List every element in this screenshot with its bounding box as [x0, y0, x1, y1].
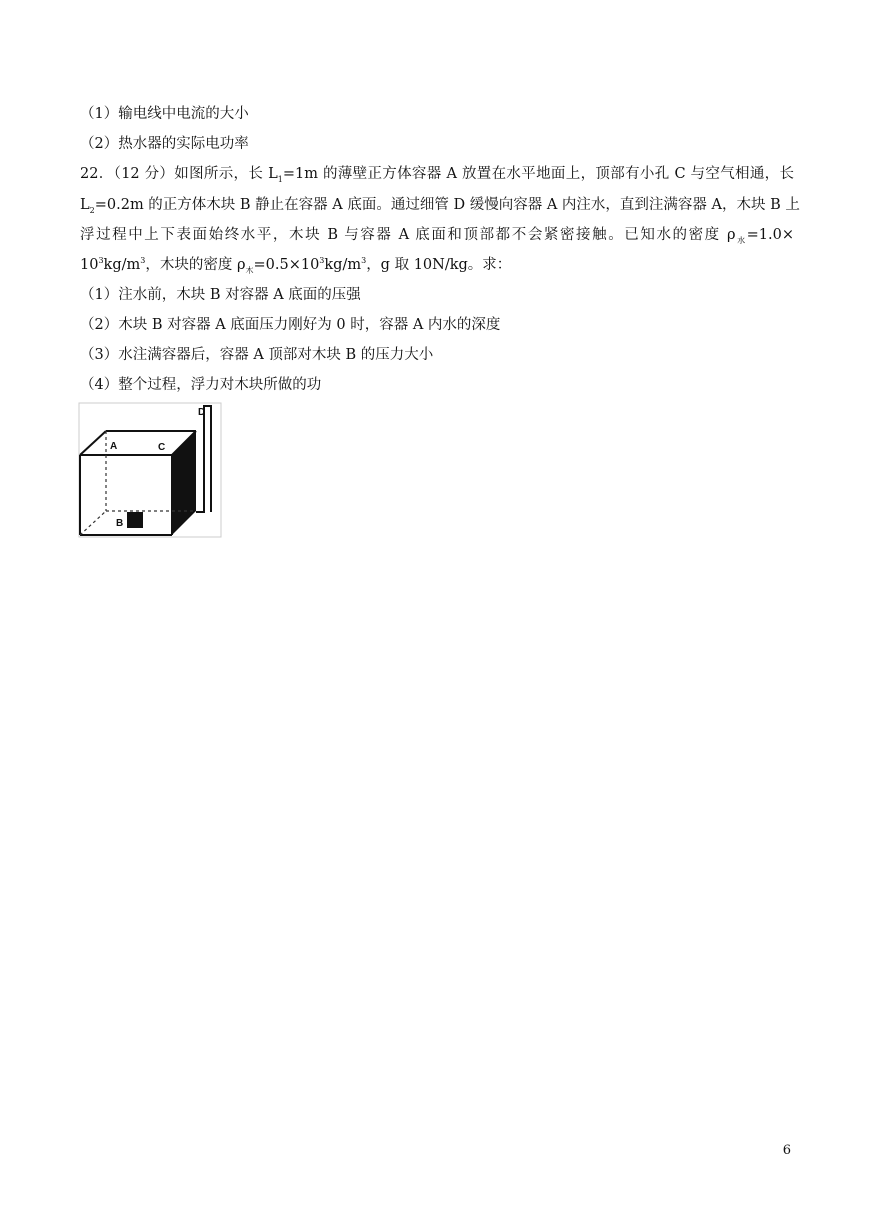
sub-question-3: （3）水注满容器后，容器 A 顶部对木块 B 的压力大小 — [80, 347, 434, 363]
right-side-face — [172, 431, 196, 535]
container-diagram-svg — [78, 402, 222, 538]
problem-line-3-text: 浮过程中上下表面始终水平，木块 B 与容器 A 底面和顶部都不会紧密接触。已知水的密度 ρ — [80, 227, 736, 243]
problem-line-4 — [80, 255, 511, 275]
problem-line-4-a: 10 — [80, 257, 99, 273]
sub-question-4: （4）整个过程，浮力对木块所做的功 — [80, 377, 322, 393]
problem-line-2 — [80, 195, 800, 215]
problem-line-3-end: =1.0× — [746, 227, 794, 243]
question-item-2: （2）热水器的实际电功率 — [80, 136, 249, 152]
problem-line-4-d: =0.5×10 — [253, 257, 320, 273]
problem-line-4-f: ，g 取 10N/kg。求： — [366, 257, 512, 273]
label-b: B — [116, 518, 124, 529]
page-number: 6 — [782, 1143, 791, 1158]
hidden-bottom-depth-edge — [80, 511, 106, 535]
sub-question-1: （1）注水前，木块 B 对容器 A 底面的压强 — [80, 287, 361, 303]
figure-border — [79, 403, 221, 537]
problem-line-1-text-b: =1m 的薄壁正方体容器 A 放置在水平地面上，顶部有小孔 C 与空气相通，长 — [282, 166, 795, 182]
wood-block-b — [127, 512, 143, 528]
problem-line-1 — [80, 164, 794, 184]
label-c: C — [158, 442, 166, 453]
superscript-3: 3 — [319, 256, 325, 266]
container-diagram — [78, 402, 222, 538]
problem-line-4-e: kg/m — [324, 257, 362, 273]
problem-line-2-text-a: L — [80, 197, 90, 213]
problem-line-1-text-a: 22．（12 分）如图所示，长 L — [80, 166, 278, 182]
problem-line-4-c: ，木块的密度 ρ — [145, 257, 246, 273]
sub-question-2: （2）木块 B 对容器 A 底面压力刚好为 0 时，容器 A 内水的深度 — [80, 317, 501, 333]
problem-line-4-b: kg/m — [103, 257, 141, 273]
subscript-water: 水 — [735, 235, 747, 245]
label-a: A — [110, 441, 118, 452]
problem-line-2-text-b: =0.2m 的正方体木块 B 静止在容器 A 底面。通过细管 D 缓慢向容器 A 内注水，直到注满容器 A，木块 B 上 — [94, 197, 800, 213]
subscript-2: 2 — [89, 205, 95, 215]
thin-tube-d — [196, 406, 211, 512]
superscript-4: 3 — [361, 256, 367, 266]
superscript-2: 3 — [140, 256, 146, 266]
label-d: D — [198, 407, 206, 418]
subscript-wood: 木 — [245, 265, 254, 275]
problem-line-3 — [80, 225, 794, 245]
question-item-1: （1）输电线中电流的大小 — [80, 106, 249, 122]
superscript-1: 3 — [98, 256, 104, 266]
top-left-depth-edge — [80, 431, 106, 455]
subscript-1: 1 — [277, 174, 283, 184]
